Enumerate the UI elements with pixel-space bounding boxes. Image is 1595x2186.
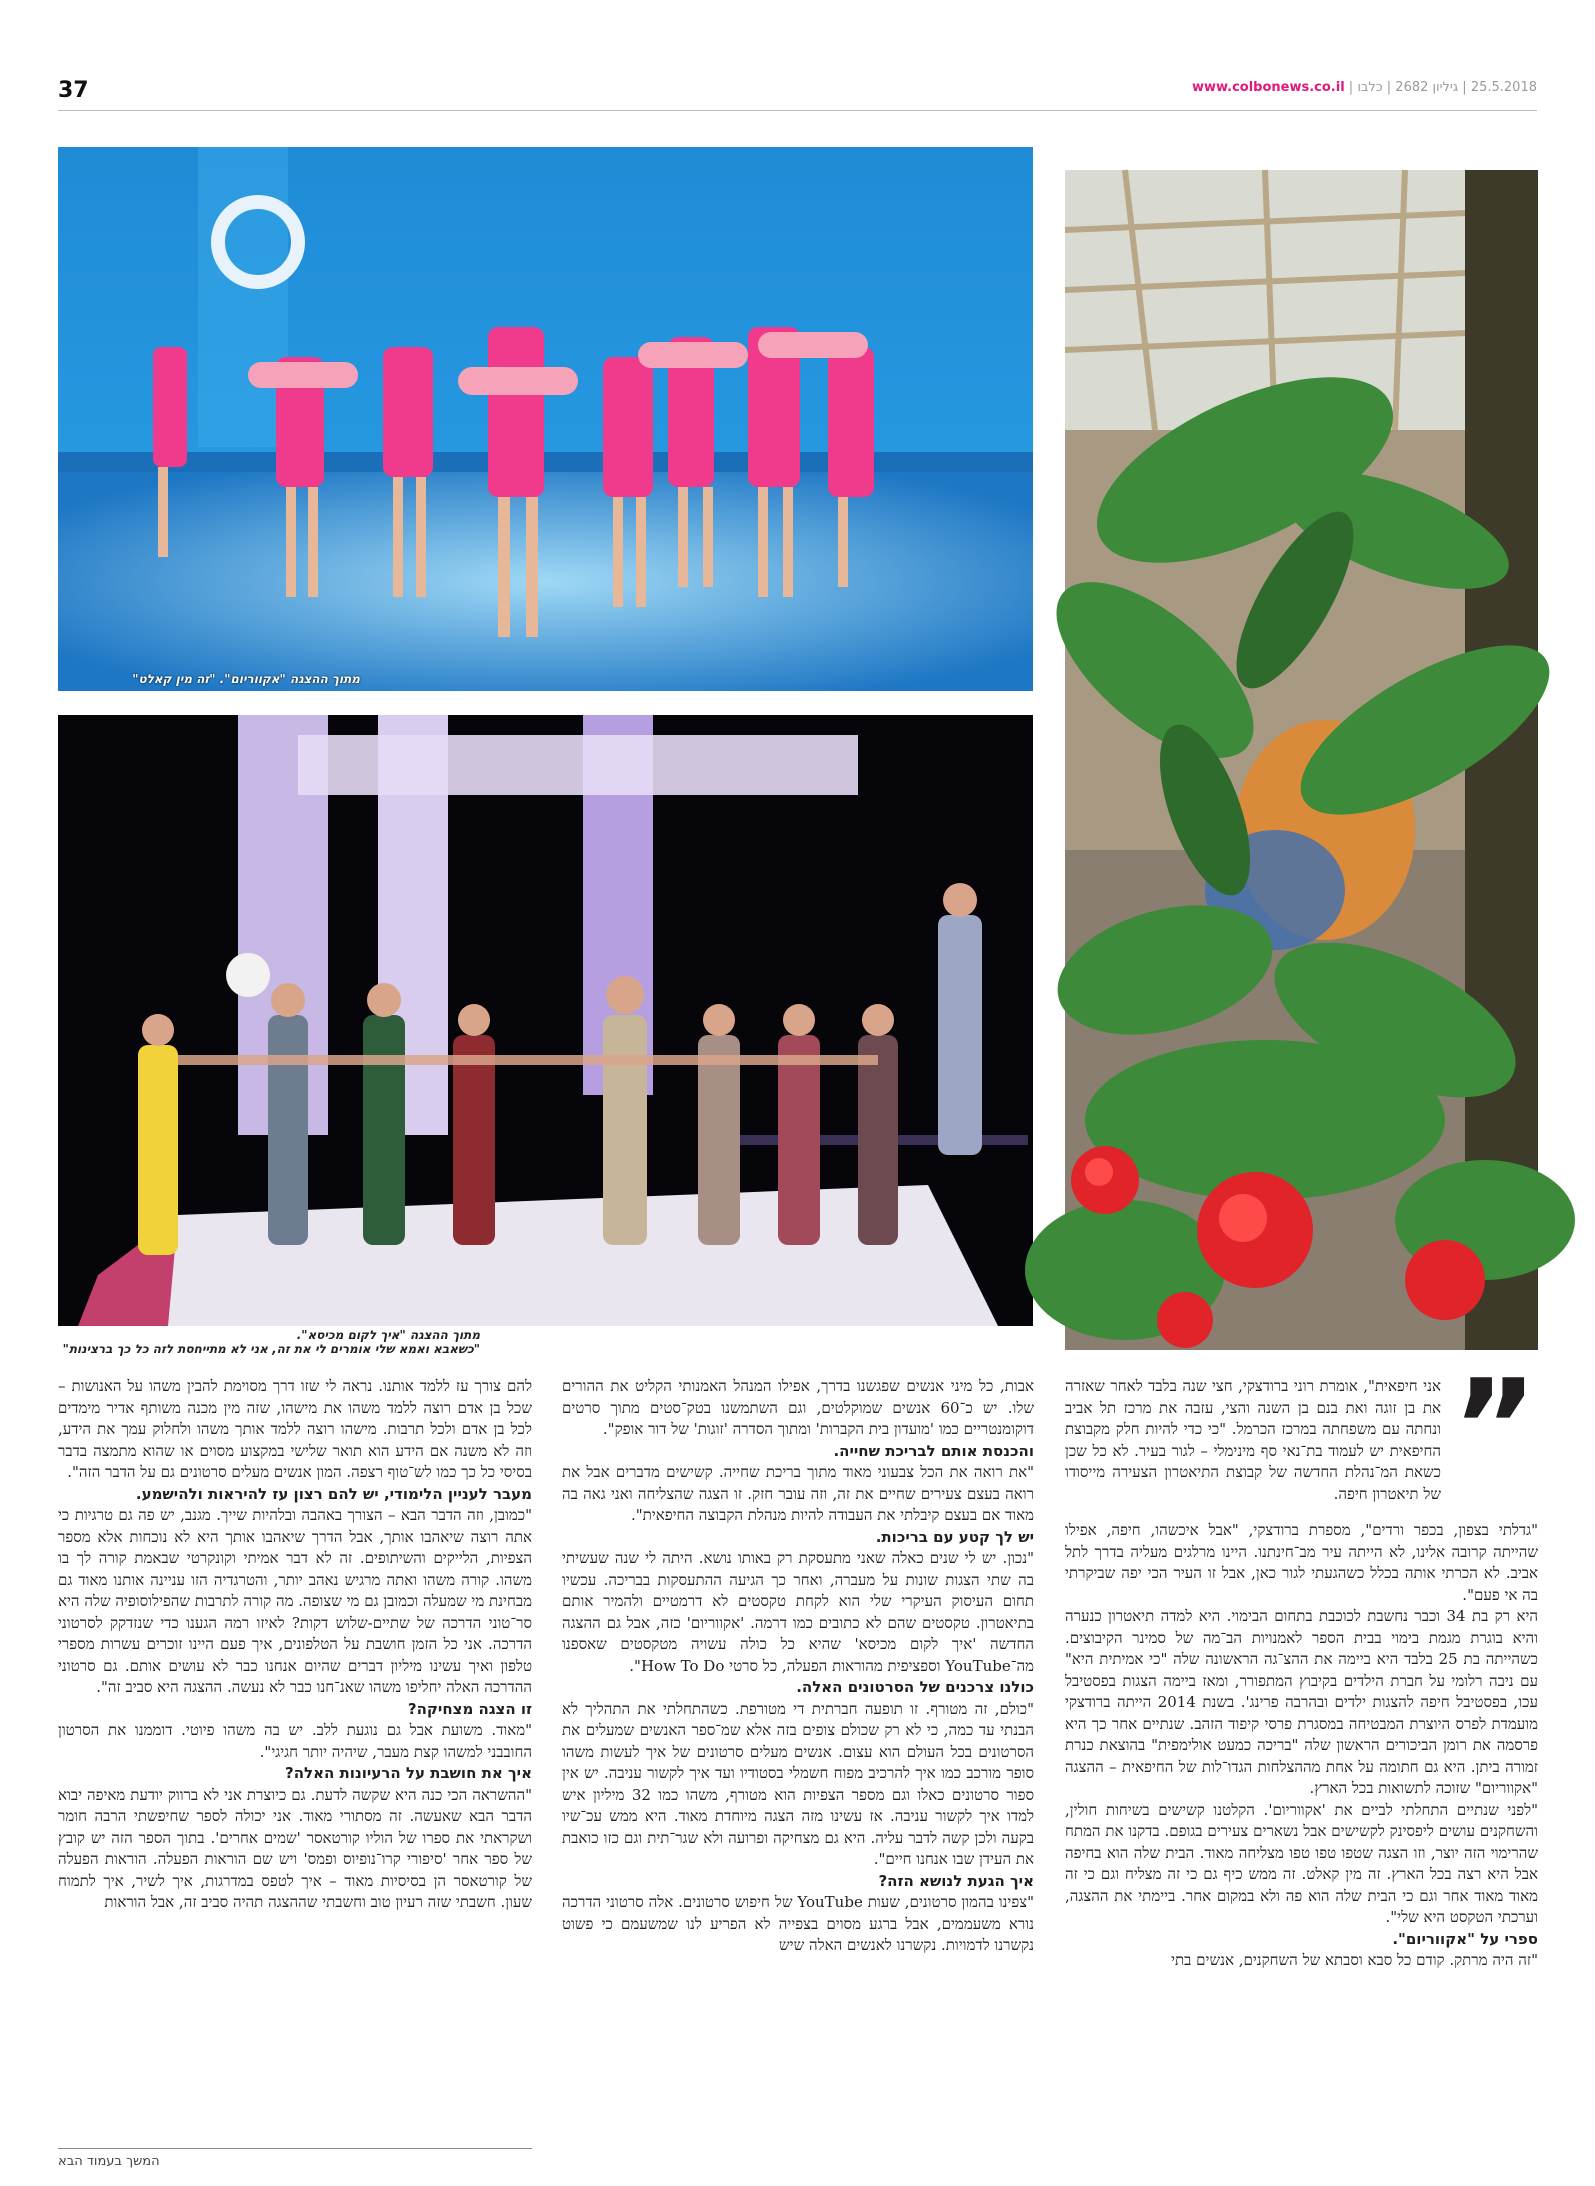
- article-paragraph: אני חיפאית", אומרת רוני ברודצקי, חצי שנה בלבד לאחר שאזרה את בן זוגה ואת בנם בן השנה והצי, עזבה את מרכז תל אביב ונחתה עם משפחתה במרכז הכרמל. "כי כדי להיות חלק מקבוצת החיפאית יש לעמוד בת־נאי סף מינימלי – לגור בעיר. לא כל שכן כשאת המ־נהלת החדשה של קבוצת התיאטרון הצעירה מייסודו של תיאטרון חיפה.: [1065, 1377, 1441, 1503]
- article-subheading: כולנו צרכנים של הסרטונים האלה.: [796, 1678, 1034, 1696]
- article-paragraph: "את רואה את הכל צבעוני מאוד מתוך בריכת שחייה. קשישים מדברים אבל את רואה בעצם צעירים שחיים את זה, וזה עובר חזק. זו הצגה שהצליחה ואני גאה בה מאוד אם בעצם קיבלתי את העבודה להיות מנהלת הקבוצה החיפאית".: [562, 1463, 1034, 1524]
- article-column-right-full: [1065, 1520, 1538, 2145]
- photo-chair-stage: [58, 715, 1033, 1326]
- caption-photo-middle-line2: "כשאבא ואמא שלי אומרים לי את זה, אני לא מתייחסת לזה כל כך ברצינות": [62, 1342, 480, 1356]
- header-meta: [1192, 80, 1537, 95]
- header-issue: גיליון 2682: [1395, 80, 1459, 95]
- caption-photo-top: מתוך ההצגה "אקווריום". "זה מין קאלט": [132, 672, 360, 686]
- article-column-right: [1065, 1376, 1441, 1503]
- continued-note: המשך בעמוד הבא: [58, 2154, 160, 2169]
- caption-photo-middle: [60, 1328, 480, 1356]
- header-date: 25.5.2018: [1470, 80, 1537, 95]
- article-paragraph: "ההשראה הכי כנה היא שקשה לדעת. גם כיוצרת אני לא ברווק יודעת מאיפה יבוא הדבר הבא שאעשה. זה מסתורי מאוד. אני יכולה לספר שחיפשתי הרבה חומר ושקראתי את ספרו של הוליו קורטאסר 'שמים אחרים'. בתוך הספר הזה יש קובץ של ספר אחר 'סיפורי קרו־נופיוס ופמס' ויש שם הוראות הפעלה. הוראות הפעלה של קורטאסר הן בסיסיות מאוד – איך לטפס במדרגות, איך לשיר, איך לתמוח שעון. חשבתי שזה רעיון טוב וחשבתי שההצגה תהיה סביב זה, אבל הוראות: [58, 1785, 532, 1911]
- header-rule: [58, 110, 1537, 111]
- article-paragraph: "צפינו בהמון סרטונים, שעות YouTube של חיפוש סרטונים. אלה סרטוני הדרכה נורא משעממים, אבל ברגע מסוים בצפייה לא הפריע לנו שמשעמם כי פשוט נקשרנו לדמויות. נקשרנו לאנשים האלה שיש: [562, 1893, 1034, 1954]
- article-subheading: ספרי על "אקווריום".: [1392, 1929, 1538, 1948]
- article-subheading: איך את חושבת על הרעיונות האלה?: [285, 1764, 532, 1782]
- article-subheading: זו הצגה מצחיקה?: [407, 1699, 532, 1718]
- article-paragraph: "לפני שנתיים התחלתי לביים את 'אקווריום'. הקלטנו קשישים בשיחות חולין, והשחקנים עושים ליפסינק לקשישים אבל נשארים צעירים בגופם. בדקנו את המתח שהרימוי הזה יוצר, וזו הצגה שטפו טפו טפו מצליחה מאוד. הבית שלה הוא בחיפה אבל היא רצה בכל הארץ. זה מין קאלט. זה ממש כיף גם כי זה מצליח וגם כי זה מאוד מאוד אחר וגם כי הבית שלה הוא פה ולא במקום אחר. ביימתי את ההצגה, וערכתי הטקסט היא שלי".: [1065, 1800, 1538, 1926]
- article-paragraph: "נכון. יש לי שנים כאלה שאני מתעסקת רק באותו נושא. היתה לי שנה שעשיתי בה שתי הצגות שונות על מעברה, ואחר כך הגיעה ההתעסקות בבריכה. עכשיו תחום העיסוק העיקרי שלי הוא לקחת טקסטים לא דרמטיים ולהמיר אותם בתיאטרון. טקסטים שהם לא כתובים כמו דרמה. 'אקווריום' כזה, אבל גם ההצגה החדשה 'איך לקום מכיסא' שהיא כל כולה עשויה מטקסטים שאספנו מה־YouTube וספציפית מהוראות הפעלה, כל סרטי How To Do".: [562, 1549, 1034, 1675]
- caption-photo-middle-line1: מתוך ההצגה "איך לקום מכיסא".: [296, 1328, 480, 1342]
- article-subheading: והכנסת אותם לבריכת שחייה.: [833, 1441, 1034, 1460]
- article-paragraph: "מאוד. משועת אבל גם נוגעת ללב. יש בה משהו פיוטי. דוממנו את הסרטון החובבני למשהו קצת מעבר, שיהיה יותר חגיגי".: [58, 1721, 532, 1761]
- article-subheading: יש לך קטע עם בריכות.: [875, 1527, 1034, 1546]
- article-paragraph: להם צורך עז ללמד אותנו. נראה לי שזו דרך מסוימת להבין משהו על האנושות – שכל בן אדם רוצה ללמד משהו את מישהו, שזה מין מכנה משותף אדיר מימדים לכל בן אדם ולכל תרבות. מישהו רוצה ללמד אותך משהו ולחלוק עמך את הידע, וזה לא משנה אם הידע הוא תואר שלישי במקצוע מסוים או שהוא מתמצה בדבר בסיסי כל כך כמו לש־טוף רצפה. המון אנשים מעלים סרטונים גם על הדבר הזה".: [58, 1377, 532, 1481]
- article-paragraph: היא רק בת 34 וכבר נחשבת לכוכבת בתחום הבימוי. היא למדה תיאטרון כנערה והיא בוגרת מגמת בימוי בבית הספר לאמנויות הב־מה של סמינר הקיבוצים. כשהייתה בת 25 בלבד היא ביימה את ההצ־גה הראשונה שלה "כי אמיתית היא" עם ניבה רלומי על חברת הילדים בקיבוץ המתפורר, ומאז ביימה הצגות בפסטיבל עכו, בפסטיבל חיפה להצגות ילדים ובהרבה פרינג'. בשנת 2014 הייתה ברודצקי מועמדת לפרס היוצרת המבטיחה במסגרת פרסי קיפוד הזהב. שנתיים אחר כך היא פרסמה את רומן הביכורים הראשון שלה "בריכה כמעט אולימפית" בהוצאת כנרת זמורה ביתן. היא גם חתומה על אחת מההצלחות הגדו־לות של החיפאית – ההצגה "אקווריום" שזוכה לתשואות בכל הארץ.: [1065, 1607, 1539, 1797]
- article-column-center: [562, 1376, 1034, 2146]
- article-column-left: [58, 1376, 532, 2146]
- page-number: 37: [58, 78, 89, 103]
- opening-quote-mark: ”: [1452, 1351, 1538, 1503]
- photo-portrait-plants: [1065, 170, 1538, 1350]
- chair-stage-illustration: [58, 715, 1033, 1326]
- plants-illustration: [1065, 170, 1538, 1350]
- header-site-link[interactable]: www.colbonews.co.il: [1191, 80, 1345, 95]
- header-separator: |: [1344, 80, 1354, 95]
- photo-aquarium-stage: [58, 147, 1033, 691]
- article-subheading: איך הגעת לנושא הזה?: [878, 1871, 1034, 1890]
- header-brand: כלבו: [1357, 80, 1383, 95]
- article-paragraph: "כמובן, וזה הדבר הבא – הצורך באהבה ובלהיות שייך. מגנב, יש פה גם טרגיות כי אתה רוצה שיאהבו אותך, אבל הדרך שיאהבו אותך היא לא נוכחות אלא מספר הצפיות, הלייקים והשיתופים. זה לא דבר אמיתי וקונקרטי שבאמת קורה לך בו משהו. קורה משהו ואתה מרגיש נאהב יותר, והטרגדיה הזו עניינה אותנו מאוד גם מבחינת מי שמעלה וכמובן גם מי שצופה. מה קורה לתרבות שהפילוסופיה שלה היא סר־טוני הדרכה של שתיים-שלוש דקות? לאיזו רמה הגענו כדי שנזדקק לסרטוני הדרכה. אני כל הזמן חושבת על הטלפונים, איך פעם היינו זוכרים עשרות מספרי טלפון ואיך עשינו מיליון דברים שהיום אנחנו כבר לא עושים אותם. גם סרטוני ההדרכה האלה יחליפו משהו שאנ־חנו כבר לא נעשה. ההצגה היא סביב זה".: [58, 1506, 532, 1696]
- article-paragraph: "זה היה מרתק. קודם כל סבא וסבתא של השחקנים, אנשים בתי: [1171, 1951, 1538, 1969]
- footer-rule: [58, 2148, 532, 2149]
- article-subheading: מעבר לעניין הלימודי, יש להם רצון עז להיראות ולהישמע.: [135, 1484, 532, 1503]
- header-separator: |: [1458, 80, 1467, 95]
- article-paragraph: "כולם, זה מטורף. זו תופעה חברתית די מטורפת. כשהתחלתי את התהליך לא הבנתי עד כמה, כי לא רק שכולם צופים בזה אלא שמ־ספר האנשים שמעלים את הסרטונים בכל העולם הוא עצום. אנשים מעלים סרטונים של איך לעשות משהו סופר מורכב כמו איך להרכיב מפוח חשמלי בסטודיו ועד איך לקשור עניבה. יש אין ספור סרטונים כאלו וגם מספר הצפיות הוא מטורף, משהו כמו 32 מיליון איש למדו איך לקשור עניבה. אז עשינו מזה הצגה מיוחדת מאוד. היא ממש עכ־שיו בקעה ולכן קשה לדבר עליה. היא גם מצחיקה ופרועה ולא שגר־תית וגם כזו כואבת את העידן שבו אנחנו חיים".: [562, 1699, 1034, 1868]
- article-paragraph: אבות, כל מיני אנשים שפגשנו בדרך, אפילו המנהל האמנותי הקליט את ההורים שלו. יש כ־60 אנשים שמוקלטים, וגם השתמשנו בטק־סטים מתוך סרטים דוקומנטריים כמו 'מועדון בית הקברות' ומתוך הסדרה 'זוגות' של דור אופק".: [562, 1377, 1035, 1438]
- aquarium-illustration: [58, 147, 1033, 691]
- article-paragraph: "גדלתי בצפון, בכפר ורדים", מספרת ברודצקי, "אבל איכשהו, חיפה, אפילו שהייתה קרובה אלינו, לא הייתה עיר מב־חינתנו. היינו מרלגים מעליה בדרך לתל אביב. לא הכרתי אותה בכלל כשהגעתי לגור כאן, אבל זו העיר הכי יפה שביקרתי בה אי פעם".: [1065, 1521, 1538, 1604]
- header-separator: |: [1382, 80, 1392, 95]
